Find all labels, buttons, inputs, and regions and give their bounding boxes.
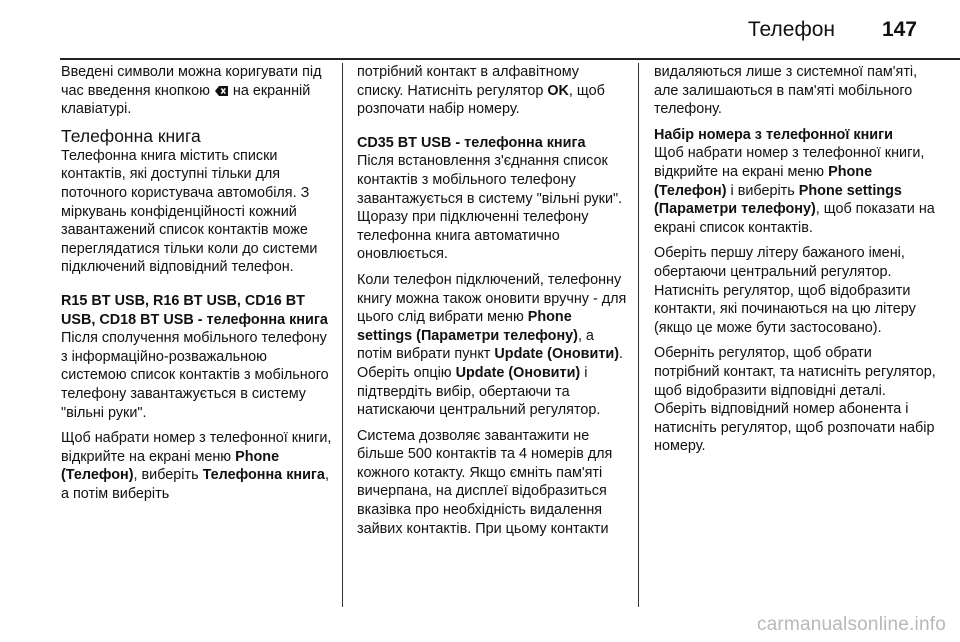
column-divider-1 <box>342 63 343 607</box>
dial-text-c: , виберіть <box>133 467 203 484</box>
menu-update-2: Update (Оновити) <box>455 364 581 381</box>
open-menu-paragraph <box>654 144 938 237</box>
menu-phonebook: Телефонна книга <box>202 467 325 484</box>
menu-phone: Phone (Телефон) <box>61 448 280 484</box>
menu-phone-settings: Phone settings (Параметри телефону) <box>357 309 578 344</box>
update-paragraph <box>357 271 629 420</box>
section-title-phonebook: Телефонна книга <box>61 125 201 146</box>
first-letter-paragraph: Оберіть першу літеру бажаного імені, обертаючи центральний регулятор. Натисніть регулятор, щоб відобразити контакти, які починаються на цю літеру (якщо це може бути застосовано). <box>654 245 916 336</box>
section-body: Телефонна книга містить списки контактів, які доступні тільки для поточного користувача автомобіля. З міркувань конфіденційності кожний завантажений список контактів може переглядатися тільки коли до системи підключений відповідний телефон. <box>61 147 318 276</box>
ok-knob-label: OK <box>547 82 569 99</box>
open-text-e: , щоб показати на екрані список контактів. <box>654 201 935 236</box>
select-number-paragraph: Оберніть регулятор, щоб обрати потрібний контакт, та натисніть регулятор, щоб відобразити відповідні деталі. Оберіть відповідний номер абонента і натисніть регулятор, щоб розпочати набір номеру. <box>654 345 936 455</box>
subheading-r15-cd18: R15 BT USB, R16 BT USB, CD16 BT USB, CD18 BT USB - телефонна книга <box>61 292 328 328</box>
memory-paragraph: видаляються лише з системної пам'яті, але залишаються в пам'яті мобільного телефону. <box>654 64 918 118</box>
page-header <box>0 0 960 58</box>
select-contact-paragraph <box>357 63 629 119</box>
menu-phone-settings-2: Phone settings (Параметри телефону) <box>654 182 902 218</box>
intro-paragraph <box>61 63 333 119</box>
capacity-paragraph: Система дозволяє завантажити не більше 500 контактів та 4 номерів для кожного котакту. Якщо ємніть пам'яті вичерпана, на дисплеї відобразиться вказівка про необхідність видалення зайвих контактів. При цьому контакти <box>357 427 613 537</box>
dial-paragraph <box>61 429 333 503</box>
sub1-body: Після сполучення мобільного телефону з інформаційно-розважальною системою список контактів з мобільного телефону завантажується в систему "вільні руки". <box>61 330 329 421</box>
cd35-body: Після встановлення з'єднання список контактів з мобільного телефону завантажується в систему "вільні руки". Щоразу при підключенні телефону телефонна книга автоматично оновлюється. <box>357 153 623 263</box>
header-rule <box>60 58 960 60</box>
subheading-dial-from-phonebook: Набір номера з телефонної книги <box>654 126 893 143</box>
update-text-e: . Оберіть опцію <box>357 346 624 381</box>
page-title: Телефон <box>747 18 835 41</box>
select-text-c: , щоб розпочати набір номеру. <box>357 82 605 118</box>
select-text-a: потрібний контакт в алфавітному списку. Натисніть регулятор <box>357 64 579 99</box>
dial-text-a: Щоб набрати номер з телефонної книги, відкрийте на екрані меню <box>61 430 332 465</box>
intro-text-b: на екранній клавіатурі. <box>61 82 311 118</box>
page-number: 147 <box>881 18 917 41</box>
watermark: carmanualsonline.info <box>756 614 946 635</box>
open-text-c: і виберіть <box>726 182 799 199</box>
update-text-c: , а потім вибрати пункт <box>357 327 594 363</box>
menu-update-1: Update (Оновити) <box>494 346 620 363</box>
column-3 <box>654 63 938 463</box>
column-1 <box>61 63 333 510</box>
column-2 <box>357 63 629 545</box>
subheading-cd35: CD35 BT USB - телефонна книга <box>357 134 586 151</box>
backspace-icon <box>215 86 228 96</box>
menu-phone-2: Phone (Телефон) <box>654 163 873 199</box>
column-divider-2 <box>638 63 639 607</box>
intro-text-a: Введені символи можна коригувати під час введення кнопкою <box>61 64 322 99</box>
open-text-a: Щоб набрати номер з телефонної книги, відкрийте на екрані меню <box>654 145 925 180</box>
update-text-a: Коли телефон підключений, телефонну книгу можна також оновити вручну - для цього слід вибрати меню <box>357 271 627 326</box>
dial-text-e: , а потім виберіть <box>61 467 329 502</box>
update-text-g: і підтвердіть вибір, обертаючи та натискаючи центральний регулятор. <box>357 364 601 419</box>
